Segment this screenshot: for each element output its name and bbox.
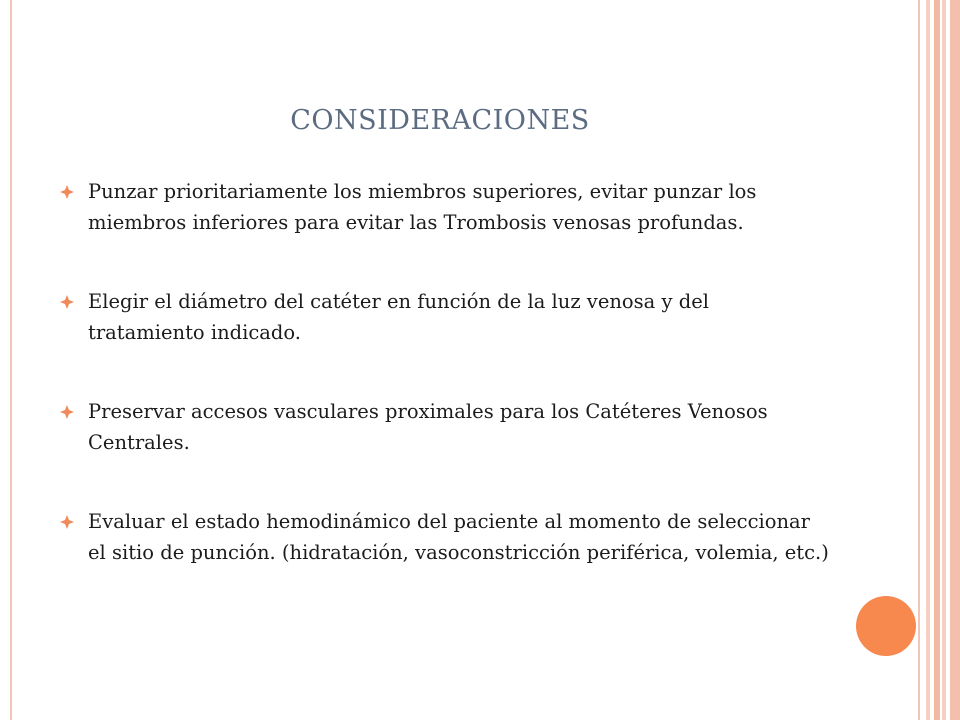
bullet-text: Preservar accesos vasculares proximales para los Catéteres Venosos Centrales. (88, 400, 768, 454)
diamond-bullet-icon (60, 295, 74, 309)
bullet-text: Punzar prioritariamente los miembros superiores, evitar punzar los miembros inferiores para evitar las Trombosis venosas profundas. (88, 180, 757, 234)
stripe (950, 0, 960, 720)
decorative-side-stripes (926, 0, 960, 720)
bullet-text: Elegir el diámetro del catéter en función de la luz venosa y del tratamiento indicado. (88, 290, 709, 344)
bullet-list (60, 176, 830, 616)
bullet-text: Evaluar el estado hemodinámico del paciente al momento de seleccionar el sitio de punción. (hidratación, vasoconstricción periférica, volemia, etc.) (88, 510, 829, 564)
decorative-orange-circle (856, 596, 916, 656)
diamond-bullet-icon (60, 185, 74, 199)
bullet-item (60, 506, 830, 568)
bullet-item (60, 176, 830, 238)
stripe (942, 0, 946, 720)
slide-title: CONSIDERACIONES (290, 105, 590, 136)
diamond-bullet-icon (60, 515, 74, 529)
bullet-item (60, 396, 830, 458)
bullet-item (60, 286, 830, 348)
diamond-bullet-icon (60, 405, 74, 419)
stripe (934, 0, 940, 720)
stripe (926, 0, 930, 720)
